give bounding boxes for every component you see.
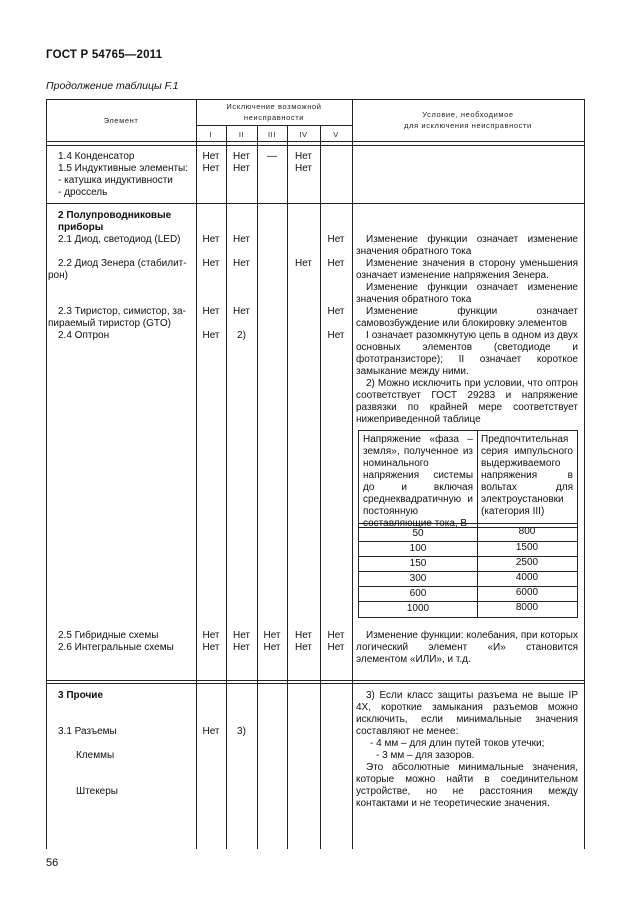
- cell-2-1-V: Нет: [327, 234, 345, 245]
- condition-3a: 3) Если класс защиты разъема не выше IP 4X, короткие замыкания разъемов можно исключить, если минимальные значения составляют не менее:: [356, 690, 578, 737]
- subtable-row-5-voltage: 600: [409, 588, 427, 599]
- row-2-3-label-line2: пираемый тиристор (GTO): [48, 318, 171, 329]
- column-header-condition-line1: Условие, необходимое: [422, 110, 514, 119]
- row-1-5-label: 1.5 Индуктивные элементы:: [58, 163, 189, 174]
- cell-2-6-V: Нет: [327, 642, 345, 653]
- cell-2-6-II: Нет: [232, 642, 251, 653]
- cell-2-5-V: Нет: [327, 630, 345, 641]
- row-1-5b-label: - дроссель: [58, 187, 108, 198]
- roman-IV: IV: [299, 130, 308, 139]
- subtable-header-voltage: Напряжение «фаза – земля», полученное из номинального напряжения системы до и включая среднеквадратичную и постоянную составляющие тока, В: [363, 434, 473, 529]
- document-header: ГОСТ Р 54765—2011: [46, 49, 163, 61]
- isolation-voltage-subtable: [358, 430, 578, 618]
- subtable-row-6-voltage: 1000: [406, 603, 430, 614]
- row-2-5-label: 2.5 Гибридные схемы: [58, 630, 159, 641]
- page-number: 56: [46, 857, 59, 869]
- cell-2-3-V: Нет: [327, 306, 345, 317]
- column-header-condition-line2: для исключения неисправности: [404, 121, 532, 130]
- column-header-exclusion-line1: Исключение возможной: [226, 102, 322, 111]
- section-2-title-line2: приборы: [58, 222, 104, 233]
- cell-2-5-II: Нет: [232, 630, 251, 641]
- cell-2-5-I: Нет: [202, 630, 220, 641]
- section-2-title-line1: 2 Полупроводниковые: [58, 210, 172, 221]
- cell-1-5-IV: Нет: [294, 163, 313, 174]
- subtable-row-4-voltage: 300: [409, 573, 427, 584]
- row-1-5a-label: - катушка индуктивности: [58, 175, 173, 186]
- subtable-row-6-impulse: 8000: [515, 602, 539, 613]
- row-2-2-label-line2: рон): [48, 270, 68, 281]
- cell-2-3-I: Нет: [202, 306, 220, 317]
- cell-2-1-I: Нет: [202, 234, 220, 245]
- cell-1-4-IV: Нет: [294, 151, 313, 162]
- cell-2-4-II: 2): [237, 330, 246, 341]
- condition-3d: Это абсолютные минимальные значения, которые можно найти в соединительном устройстве, но не расстояния между контактами и не теоретические значения.: [356, 762, 578, 809]
- subtable-header-impulse: Предпочтительная серия импульсного выдерживаемого напряжения в вольтах для электроустановки (категория III): [481, 434, 573, 517]
- cell-2-6-I: Нет: [202, 642, 220, 653]
- roman-V: V: [333, 130, 339, 139]
- cell-2-6-III: Нет: [263, 642, 281, 653]
- column-header-exclusion-line2: неисправности: [243, 113, 305, 122]
- condition-2-2b: Изменение функции означает изменение значения обратного тока: [356, 282, 578, 305]
- cell-3-1-II: 3): [237, 726, 246, 737]
- row-shtekery-label: Штекеры: [76, 786, 118, 797]
- row-2-6-label: 2.6 Интегральные схемы: [58, 642, 174, 653]
- table-continuation-caption: Продолжение таблицы F.1: [46, 80, 179, 92]
- condition-3b: - 4 мм – для длин путей токов утечки;: [370, 738, 545, 749]
- row-2-2-label-line1: 2.2 Диод Зенера (стабилит-: [58, 258, 187, 269]
- subtable-row-4-impulse: 4000: [515, 572, 539, 583]
- cell-2-4-V: Нет: [327, 330, 345, 341]
- condition-2-4b: 2) Можно исключить при условии, что оптрон соответствует ГОСТ 29283 и напряжение развязки по крайней мере соответствует нижеприведенной таблице: [356, 378, 578, 425]
- cell-2-1-II: Нет: [232, 234, 251, 245]
- cell-1-5-I: Нет: [202, 163, 220, 174]
- column-header-element: Элемент: [103, 116, 139, 125]
- roman-I: I: [209, 130, 213, 139]
- subtable-row-5-impulse: 6000: [515, 587, 539, 598]
- row-3-1-label: 3.1 Разъемы: [58, 726, 117, 737]
- cell-1-4-I: Нет: [202, 151, 220, 162]
- condition-2-3: Изменение функции означает самовозбуждение или блокировку элементов: [356, 306, 578, 329]
- section-3-title: 3 Прочие: [58, 690, 104, 701]
- subtable-row-3-impulse: 2500: [515, 557, 539, 568]
- cell-2-2-V: Нет: [327, 258, 345, 269]
- cell-1-4-III: —: [267, 151, 277, 162]
- subtable-row-1-voltage: 50: [412, 528, 424, 539]
- row-2-4-label: 2.4 Оптрон: [58, 330, 110, 341]
- condition-2-1: Изменение функции означает изменение значения обратного тока: [356, 234, 578, 257]
- row-2-3-label-line1: 2.3 Тиристор, симистор, за-: [58, 306, 186, 317]
- subtable-row-3-voltage: 150: [409, 558, 427, 569]
- cell-3-1-I: Нет: [202, 726, 220, 737]
- row-klemmy-label: Клеммы: [76, 750, 115, 761]
- cell-2-4-I: Нет: [202, 330, 220, 341]
- cell-2-2-I: Нет: [202, 258, 220, 269]
- condition-3c: - 3 мм – для зазоров.: [376, 750, 475, 761]
- row-1-4-label: 1.4 Конденсатор: [58, 151, 135, 162]
- cell-2-5-IV: Нет: [294, 630, 313, 641]
- cell-2-2-IV: Нет: [294, 258, 313, 269]
- condition-2-4a: I означает разомкнутую цепь в одном из двух основных элементов (светодиоде и фототранзисторе); II означает короткое замыкание между ними.: [356, 330, 578, 377]
- cell-2-5-III: Нет: [263, 630, 281, 641]
- cell-1-4-II: Нет: [232, 151, 251, 162]
- cell-2-6-IV: Нет: [294, 642, 313, 653]
- subtable-row-1-impulse: 800: [518, 526, 536, 537]
- roman-II: II: [238, 130, 245, 139]
- row-2-1-label: 2.1 Диод, светодиод (LED): [58, 234, 181, 245]
- condition-2-2: Изменение значения в сторону уменьшения означает изменение напряжения Зенера.: [356, 258, 578, 281]
- condition-2-6: Изменение функции: колебания, при которых логический элемент «И» становится элементом «ИЛИ», и т.д.: [356, 630, 578, 665]
- cell-1-5-II: Нет: [232, 163, 251, 174]
- subtable-row-2-impulse: 1500: [515, 542, 539, 553]
- cell-2-2-II: Нет: [232, 258, 251, 269]
- cell-2-3-II: Нет: [232, 306, 251, 317]
- subtable-row-2-voltage: 100: [409, 543, 427, 554]
- roman-III: III: [267, 130, 277, 139]
